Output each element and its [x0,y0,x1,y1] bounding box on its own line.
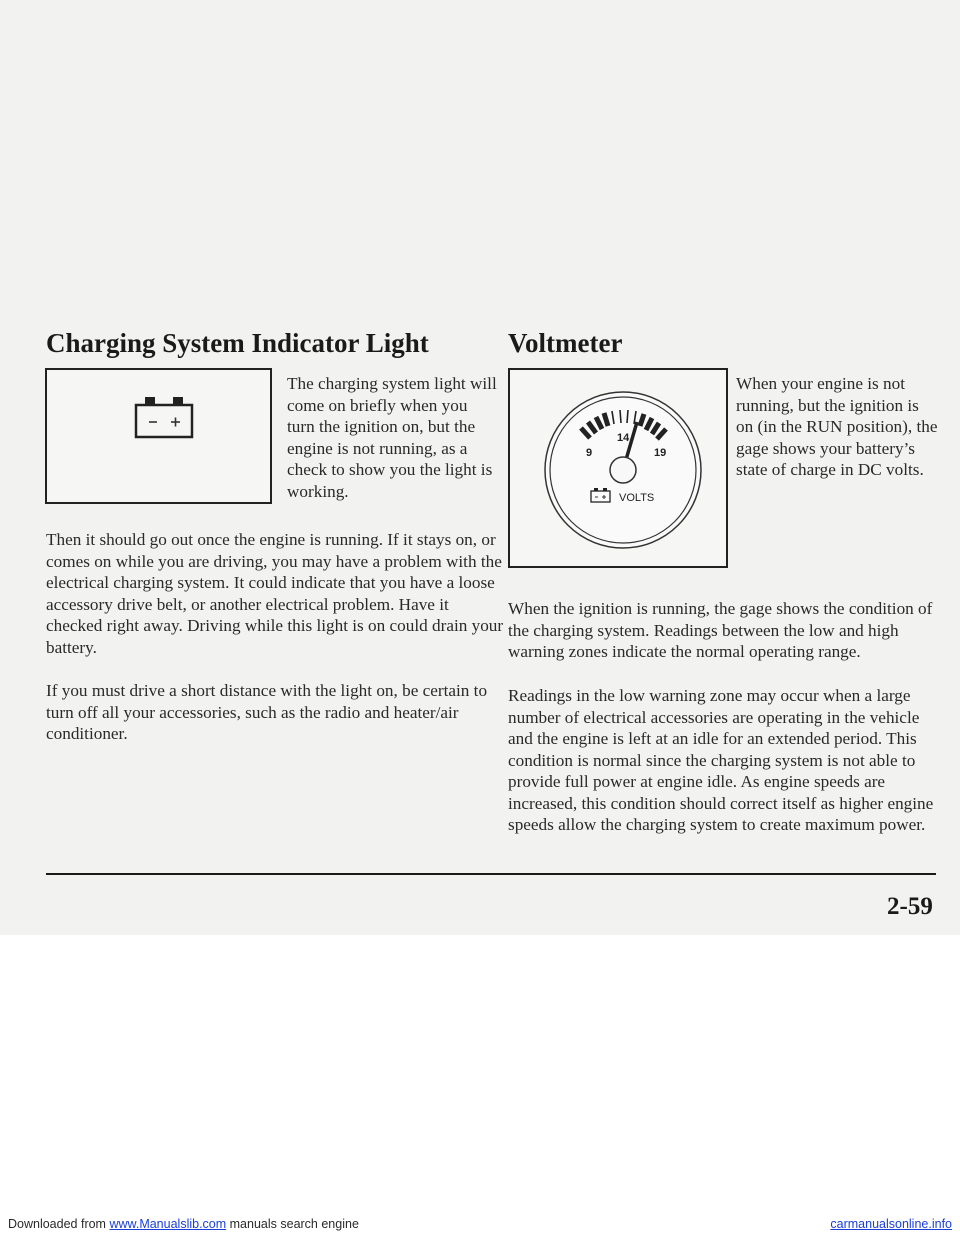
footer-carmanualsonline-link[interactable]: carmanualsonline.info [830,1217,952,1231]
gauge-label-low: 9 [586,447,593,459]
charging-paragraph-2: If you must drive a short distance with the light on, be certain to turn off all your accessories, such as the radio and heater/air conditioner. [46,681,488,743]
charging-system-heading: Charging System Indicator Light [46,328,429,358]
charging-paragraph-1: Then it should go out once the engine is running. If it stays on, or comes on while you are driving, you may have a problem with the electrical charging system. It could indicate that you have a loose accessory drive belt, or another electrical problem. Have it checked right away. Driving while this light is on could drain your battery. [46,530,504,657]
voltmeter-intro: When your engine is not running, but the ignition is on (in the RUN position), the gage shows your battery’s state of charge in DC volts. [736,374,938,479]
battery-icon [47,370,270,502]
voltmeter-paragraph-1: When the ignition is running, the gage shows the condition of the charging system. Readings between the low and high warning zones indicate the normal operating range. [508,599,933,661]
gauge-label-high: 19 [654,447,667,459]
gauge-label-mid: 14 [617,432,630,444]
charging-light-intro: The charging system light will come on briefly when you turn the ignition on, but the engine is not running, as a check to show you the light is working. [287,374,497,501]
gauge-unit-label: VOLTS [619,492,655,504]
voltmeter-paragraph-2: Readings in the low warning zone may occur when a large number of electrical accessories are operating in the vehicle and the engine is left at an idle for an extended period. This condition is normal since the charging system is not able to provide full power at engine idle. As engine speeds are increased, this condition should correct itself as higher engine speeds allow the charging system to create maximum power. [508,686,934,834]
page-number: 2-59 [887,893,933,920]
charging-light-figure [45,368,272,504]
bottom-rule [46,873,936,875]
gauge-hub [610,457,636,483]
footer-suffix: manuals search engine [226,1217,359,1231]
footer [8,1217,958,1237]
voltmeter-gauge [510,370,726,566]
footer-manualslib-link[interactable]: www.Manualslib.com [109,1217,227,1231]
voltmeter-figure [508,368,728,568]
footer-prefix: Downloaded from [8,1217,110,1231]
voltmeter-heading: Voltmeter [508,328,623,358]
